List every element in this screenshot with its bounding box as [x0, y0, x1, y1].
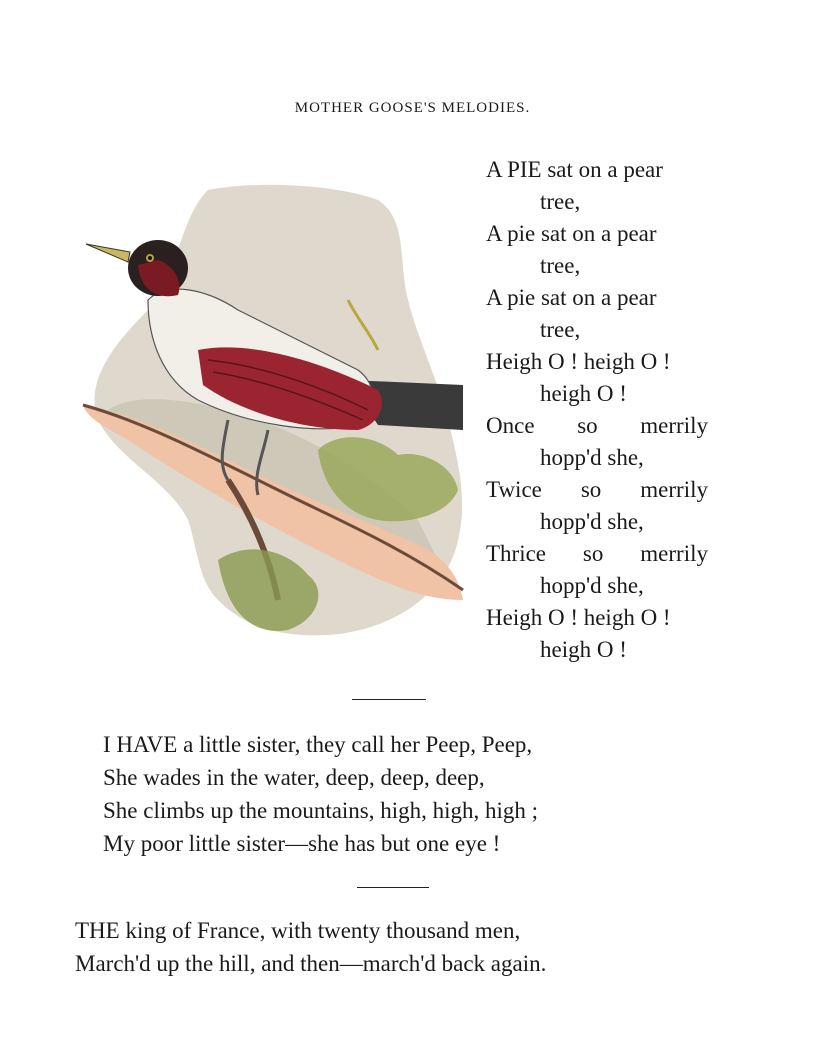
- poem-line: A pie sat on a pear: [486, 221, 657, 246]
- poem-line: March'd up the hill, and then—march'd back again.: [75, 951, 547, 976]
- poem-word: Thrice: [486, 541, 547, 566]
- poem-line: hopp'd she,: [540, 445, 644, 470]
- poem-word: so: [582, 541, 604, 566]
- poem-word: merrily: [640, 413, 708, 438]
- poem-line: [486, 538, 708, 570]
- poem-line: A PIE sat on a pear: [486, 157, 663, 182]
- bird-illustration: [78, 180, 478, 640]
- poem-line: THE king of France, with twenty thousand men,: [75, 918, 521, 943]
- poem-pie-sat-on-a-pear-tree: [486, 154, 716, 666]
- poem-word: so: [577, 413, 598, 438]
- poem-line: heigh O !: [540, 381, 627, 406]
- poem-word: merrily: [640, 541, 708, 566]
- poem-line: A pie sat on a pear: [486, 285, 657, 310]
- section-divider: [357, 887, 429, 888]
- poem-line: tree,: [540, 253, 581, 278]
- poem-line: Heigh O ! heigh O !: [486, 605, 671, 630]
- bird-perched-on-branch-icon: [78, 180, 478, 640]
- poem-line: heigh O !: [540, 637, 627, 662]
- poem-line: [486, 474, 708, 506]
- poem-line: tree,: [540, 189, 581, 214]
- poem-word: so: [580, 477, 602, 502]
- poem-line: tree,: [540, 317, 581, 342]
- poem-line: She wades in the water, deep, deep, deep,: [103, 765, 485, 790]
- poem-line: Heigh O ! heigh O !: [486, 349, 671, 374]
- poem-word: merrily: [640, 477, 708, 502]
- poem-line: hopp'd she,: [540, 509, 644, 534]
- poem-word: Twice: [486, 477, 542, 502]
- poem-line: I HAVE a little sister, they call her Peep, Peep,: [103, 732, 533, 757]
- poem-line: She climbs up the mountains, high, high, high ;: [103, 798, 539, 823]
- poem-line: [486, 410, 708, 442]
- poem-king-of-france: [75, 914, 546, 980]
- section-divider: [352, 699, 426, 700]
- poem-word: Once: [486, 413, 535, 438]
- poem-line: My poor little sister—she has but one eye !: [103, 831, 501, 856]
- poem-line: hopp'd she,: [540, 573, 644, 598]
- running-head: MOTHER GOOSE'S MELODIES.: [294, 100, 531, 116]
- poem-little-sister: [103, 728, 538, 860]
